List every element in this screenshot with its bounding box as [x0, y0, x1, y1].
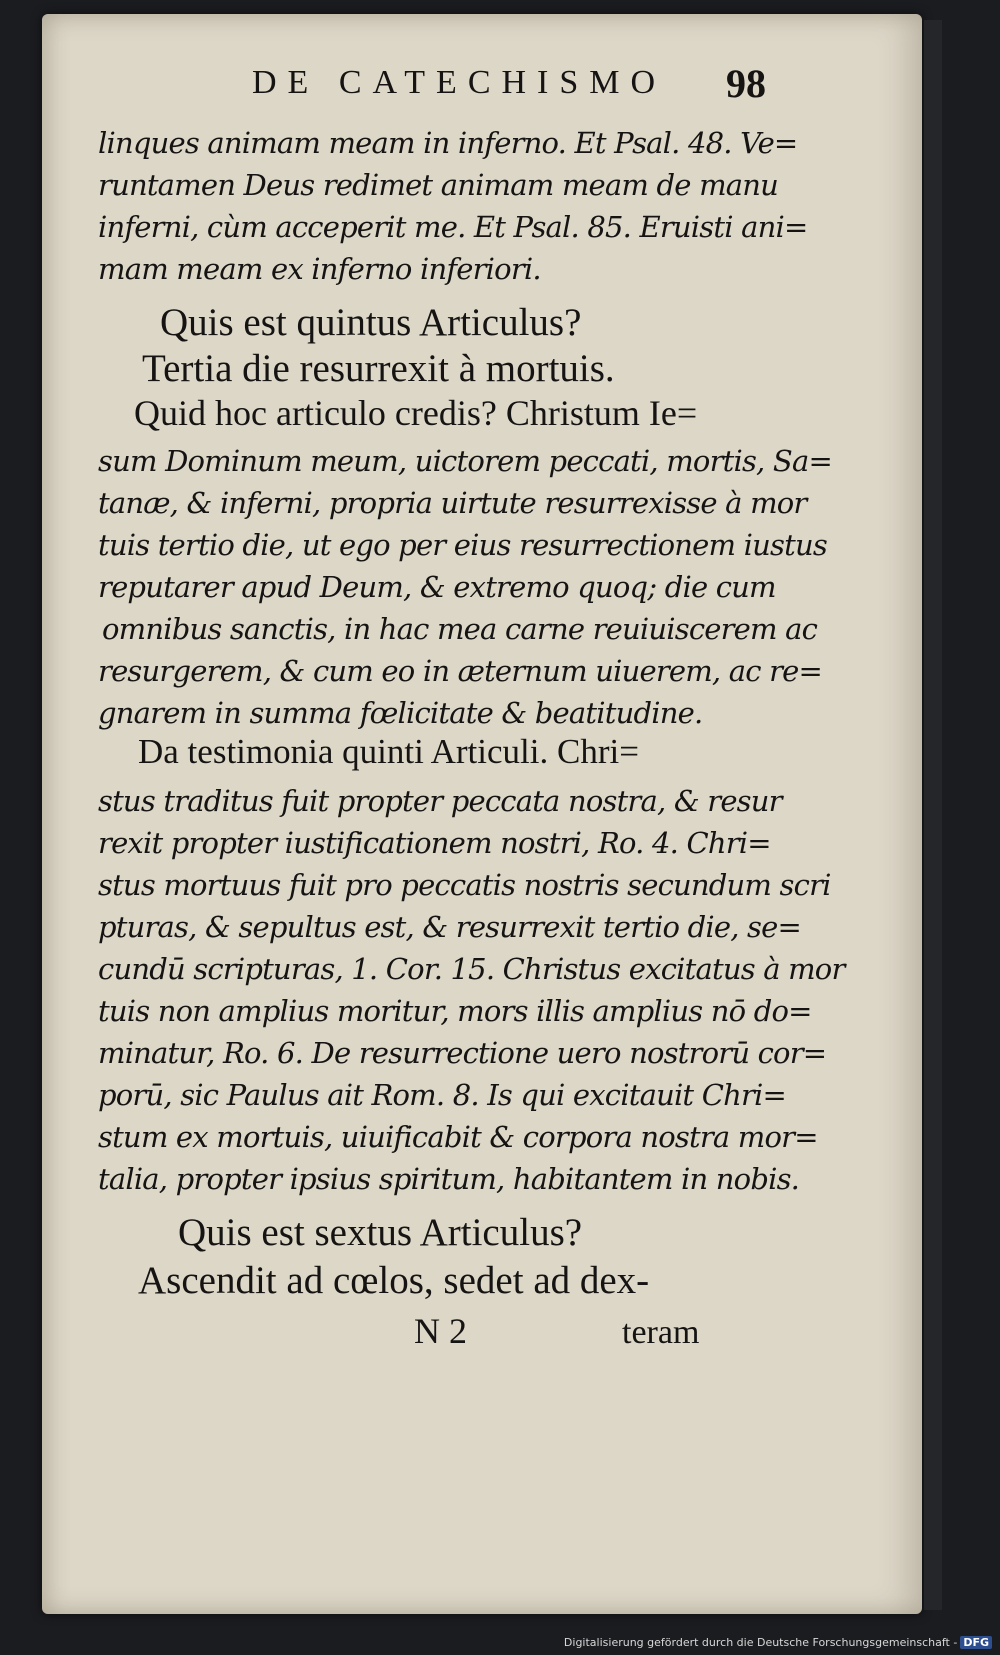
text-line-10: tuis tertio die, ut ego per eius resurrectionem iustus — [98, 528, 827, 562]
question-testimonies: Da testimonia quinti Articuli. Chri= — [138, 732, 639, 771]
text-line-14: gnarem in summa fœlicitate & beatitudine. — [98, 696, 703, 730]
text-line-9: tanæ, & inferni, propria uirtute resurrexisse à mor — [98, 486, 807, 520]
text-line-4: mam meam ex inferno inferiori. — [98, 252, 541, 286]
running-head: DE CATECHISMO — [252, 64, 667, 101]
digitization-credit — [564, 1636, 992, 1649]
text-line-19: pturas, & sepultus est, & resurrexit tertio die, se= — [98, 910, 801, 944]
text-line-12: omnibus sanctis, in hac mea carne reuiuiscerem ac — [102, 612, 818, 646]
text-line-13: resurgerem, & cum eo in æternum uiuerem, ac re= — [98, 654, 823, 688]
text-line-1: linques animam meam in inferno. Et Psal. 48. Ve= — [98, 126, 798, 160]
question-sixth-article: Quis est sextus Articulus? — [178, 1211, 583, 1254]
text-line-2: runtamen Deus redimet animam meam de manu — [98, 168, 779, 202]
text-line-18: stus mortuus fuit pro peccatis nostris secundum scri — [98, 868, 831, 902]
question-what-believe: Quid hoc articulo credis? Christum Ie= — [134, 393, 698, 433]
text-line-16: stus traditus fuit propter peccata nostra, & resur — [98, 784, 782, 818]
text-line-20: cundū scripturas, 1. Cor. 15. Christus excitatus à mor — [98, 952, 845, 986]
page-edge — [924, 20, 942, 1610]
answer-fifth-article: Tertia die resurrexit à mortuis. — [142, 347, 615, 390]
dfg-logo: DFG — [960, 1636, 992, 1649]
text-line-21: tuis non amplius moritur, mors illis amplius nō do= — [98, 994, 812, 1028]
text-line-8: sum Dominum meum, uictorem peccati, mortis, Sa= — [98, 444, 832, 478]
catchword: teram — [622, 1314, 700, 1351]
text-line-3: inferni, cùm acceperit me. Et Psal. 85. Eruisti ani= — [98, 210, 808, 244]
text-line-24: stum ex mortuis, uiuificabit & corpora nostra mor= — [98, 1120, 818, 1154]
book-page — [42, 14, 922, 1614]
credit-text: Digitalisierung gefördert durch die Deutsche Forschungsgemeinschaft - — [563, 1636, 958, 1649]
text-line-23: porū, sic Paulus ait Rom. 8. Is qui excitauit Chri= — [98, 1078, 786, 1112]
question-fifth-article: Quis est quintus Articulus? — [160, 301, 582, 344]
text-line-11: reputarer apud Deum, & extremo quoq; die cum — [98, 570, 776, 604]
text-line-17: rexit propter iustificationem nostri, Ro. 4. Chri= — [98, 826, 771, 860]
text-line-22: minatur, Ro. 6. De resurrectione uero nostrorū cor= — [98, 1036, 827, 1070]
signature-mark: N 2 — [414, 1311, 467, 1351]
page-number: 98 — [726, 61, 766, 106]
text-line-25: talia, propter ipsius spiritum, habitantem in nobis. — [98, 1162, 800, 1196]
answer-sixth-article: Ascendit ad cœlos, sedet ad dex- — [138, 1259, 650, 1302]
